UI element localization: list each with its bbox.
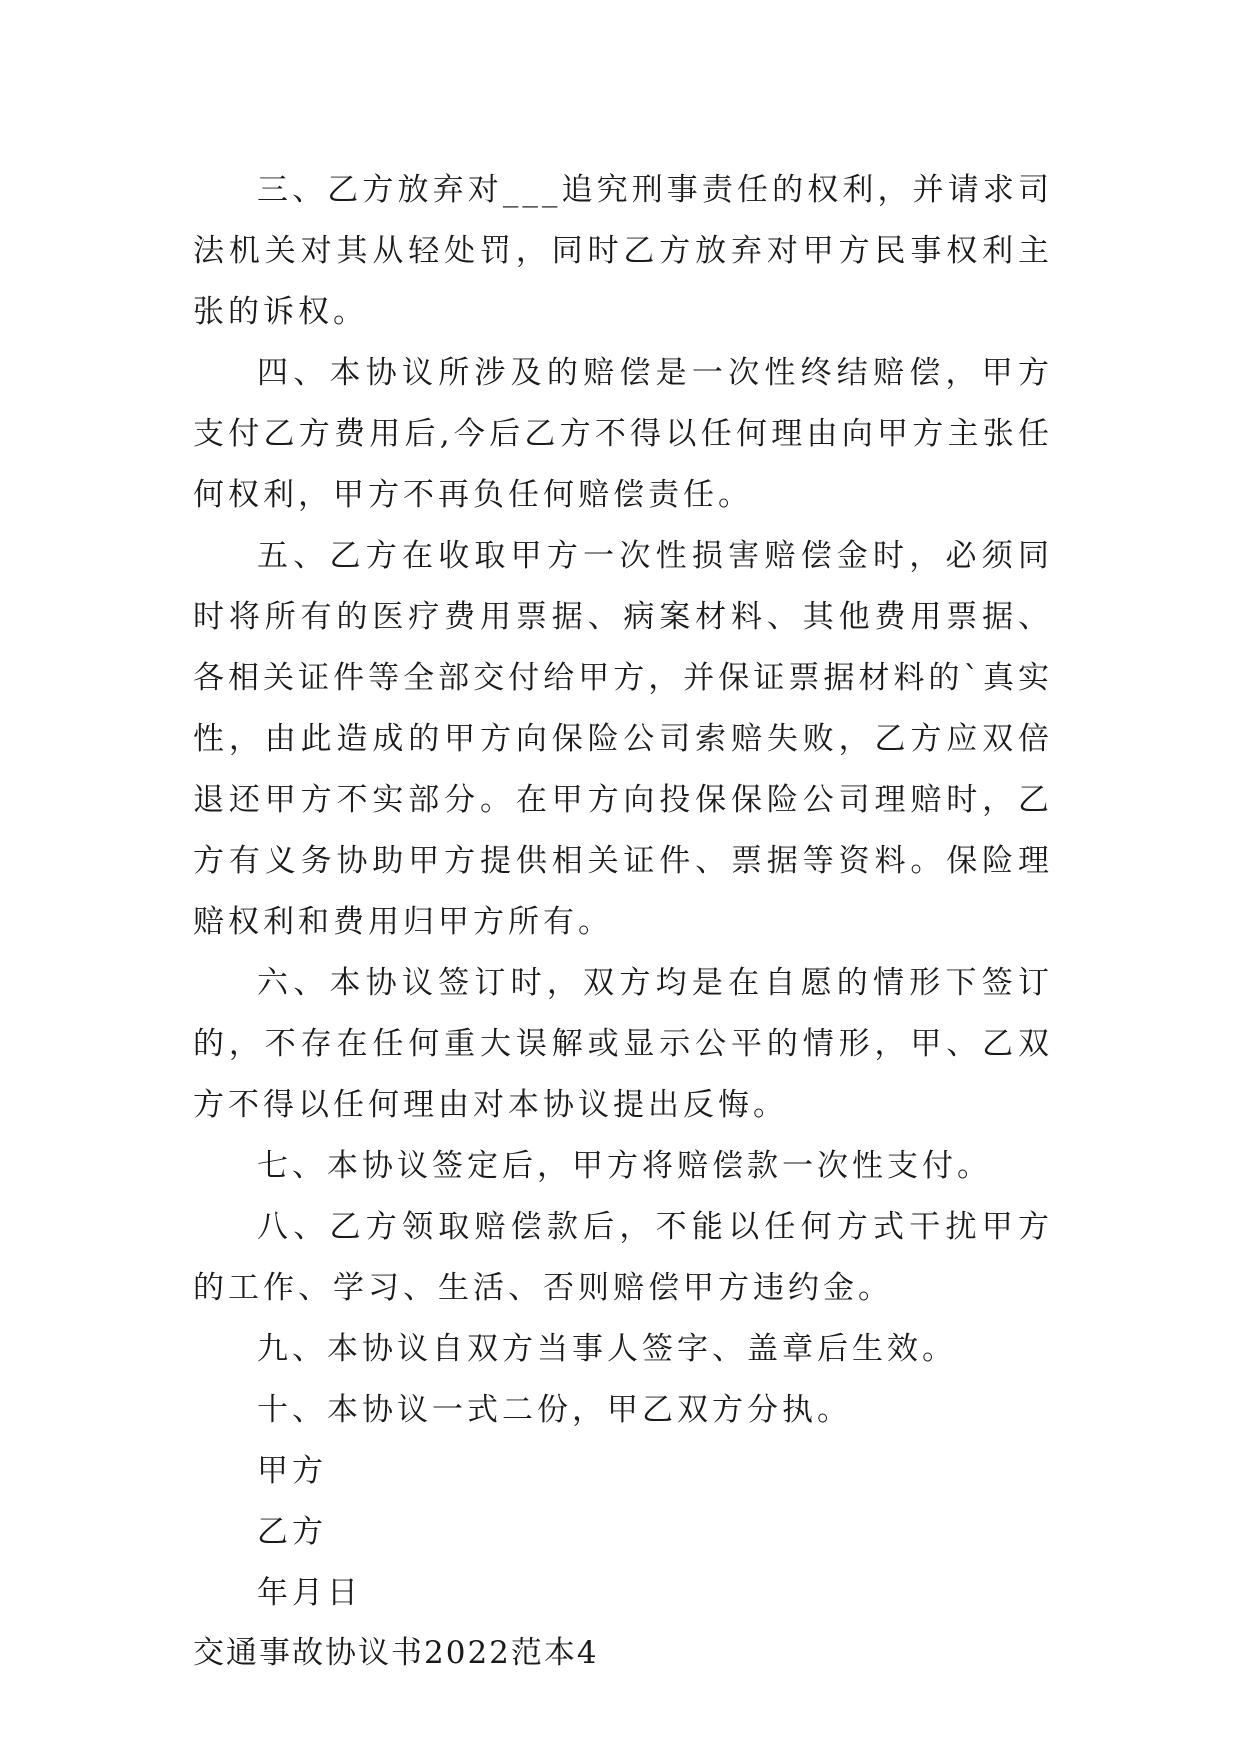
signature-date: 年月日 — [257, 1575, 362, 1611]
next-section-heading: 交通事故协议书2022范本4 — [193, 1635, 599, 1671]
clause-7: 七、本协议签定后，甲方将赔偿款一次性支付。 — [257, 1148, 992, 1184]
clause-10: 十、本协议一式二份，甲乙双方分执。 — [257, 1392, 852, 1428]
clause-8: 八、乙方领取赔偿款后，不能以任何方式干扰甲方的工作、学习、生活、否则赔偿甲方违约金。 — [193, 1209, 1053, 1306]
clause-3: 三、乙方放弃对___追究刑事责任的权利，并请求司法机关对其从轻处罚，同时乙方放弃对甲方民事权利主张的诉权。 — [193, 172, 1053, 330]
clause-5: 五、乙方在收取甲方一次性损害赔偿金时，必须同时将所有的医疗费用票据、病案材料、其他费用票据、各相关证件等全部交付给甲方，并保证票据材料的`真实性，由此造成的甲方向保险公司索赔失败，乙方应双倍退还甲方不实部分。在甲方向投保保险公司理赔时，乙方有义务协助甲方提供相关证件、票据等资料。保险理赔权利和费用归甲方所有。 — [193, 538, 1053, 940]
signature-party-b: 乙方 — [257, 1514, 327, 1550]
signature-party-a: 甲方 — [257, 1453, 327, 1489]
clause-4: 四、本协议所涉及的赔偿是一次性终结赔偿，甲方支付乙方费用后,今后乙方不得以任何理由向甲方主张任何权利，甲方不再负任何赔偿责任。 — [193, 355, 1053, 513]
clause-6: 六、本协议签订时，双方均是在自愿的情形下签订的，不存在任何重大误解或显示公平的情形，甲、乙双方不得以任何理由对本协议提出反悔。 — [193, 965, 1053, 1123]
document-page — [193, 160, 1053, 1682]
clause-9: 九、本协议自双方当事人签字、盖章后生效。 — [257, 1331, 957, 1367]
